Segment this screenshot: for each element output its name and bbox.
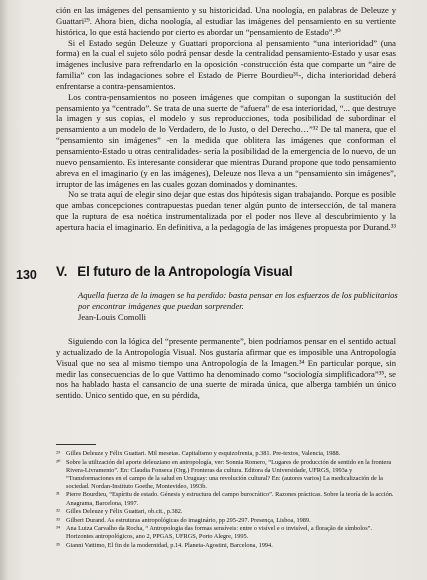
section-body xyxy=(56,336,396,401)
footnote-number: ²⁹ xyxy=(56,450,61,457)
body-paragraph: Siguiendo con la lógica del “presente permanente”, bien podríamos pensar en el sentido actual y actualizado de la Antropología Visual. Nos gustaría afirmar que es imposible una Antropología Visual que no sea al mismo tiempo una Antropología de la Imagen.³⁴ En particular porque, sin medir las consecuencias de lo que Vattimo ha denominado como “sociología simplificadora”³⁵, se nos ha hablado hasta el cansancio de una suerte de mirada única, que alberga también un único sentido. Unico sentido que, en su pérdida, xyxy=(56,336,396,401)
section-title: El futuro de la Antropología Visual xyxy=(77,264,293,279)
page-number: 130 xyxy=(16,268,37,282)
footnote-text: Sobre la utilización del aporte deleuziano en antropología, ver: Sonnia Romero, “Lugares de producción de sentido en la frontera Rivera-Livramento”. En: Claudia Fonseca (Org.) Fronteras da cultura. Editora da Universidade, UFRGS, 1993a y “Transformaciones en el campo de la salud en Uruguay: una revolución cultural? En: (autores varios) La medicalización de la sociedad. Nordan-Instituto Goethe, Montevideo, 1993b. xyxy=(66,458,392,490)
footnote xyxy=(56,542,396,550)
footnote-text: Pierre Bourdieu, “Espíritu de estado. Génesis y estructura del campo burocrático”. Razones prácticas. Sobre la teoría de la acción. Anagrama, Barcelona, 1997. xyxy=(66,491,394,507)
epigraph-author: Jean-Louis Comolli xyxy=(78,311,147,322)
footnote-number: ³⁰ xyxy=(56,458,61,466)
epigraph xyxy=(78,290,398,322)
footnote xyxy=(56,459,396,491)
paragraph-continuation: ción en las imágenes del pensamiento y su historicidad. Una noología, en palabras de Deleuze y Guattari²⁹. Ahora bien, dicha noología, al estudiar las imágenes del pensamiento en su vertiente histórica, lo que está haciendo por cierto es abordar un “pensamiento de Estado”.³⁰ xyxy=(56,5,396,37)
epigraph-quote: Aquella fuerza de la imagen se ha perdido: basta pensar en los esfuerzos de los publicitarios por encontrar imágenes que puedan sorprender. xyxy=(78,290,398,311)
footnote-text: Gilbert Durand. As estruturas antropológicas do imaginário, pp 295-297. Presença, Lisboa, 1989. xyxy=(66,516,311,524)
paragraph-contra-pensamientos: Los contra-pensamientos no poseen imágenes que compitan o supongan la sustitución del pensamiento ya “centrado”. Se trata de una suerte de “afuera” de esa interioridad, “... que destruye la imagen y sus copias, el modelo y sus reproducciones, toda posibilidad de subordinar el pensamiento a un modelo de lo Verdadero, de lo Justo, o del Derecho…”³² De tal manera, que el “pensamiento sin imágenes” -en la medida que oblitera las imágenes que conforman el pensamiento-Estado u otras centralidades- sería la posibilidad de la emergencia de lo nuevo, de un nuevo pensamiento. Es interesante considerar que mientras Durand propone que todo pensamiento abreva en el imaginario (y en las imágenes), Deleuze nos lleva a un “pensamiento sin imágenes”, irruptor de las imágenes en las cuales gozan dominados y dominantes. xyxy=(56,91,396,189)
footnote xyxy=(56,450,396,458)
paragraph-hipotesis: No se trata aquí de elegir sino dejar que estas dos hipótesis sigan trabajando. Porque es posible que ambas concepciones contrapuestas puedan tener algún punto de intersección, de tal manera que la ruptura de esa noética instrumentalizada por el poder nos lleve al descubrimiento y la apertura hacia el imaginario. En definitiva, a la pedagogía de las imágenes propuesta por Durand.³³ xyxy=(56,189,396,232)
footnote-divider xyxy=(56,444,96,445)
footnote xyxy=(56,525,396,541)
footnote xyxy=(56,491,396,507)
footnote-number: ³³ xyxy=(56,516,60,524)
footnote-number: ³⁵ xyxy=(56,542,61,550)
footnote-number: ³¹ xyxy=(56,491,60,499)
footnotes xyxy=(56,450,396,551)
binding-shadow xyxy=(0,0,8,580)
section-heading xyxy=(56,264,292,279)
footnote xyxy=(56,508,396,516)
footnote-number: ³⁴ xyxy=(56,525,61,533)
top-text-block xyxy=(56,5,396,233)
footnote-number: ³² xyxy=(56,508,60,516)
section-number: V. xyxy=(56,264,68,279)
footnote-text: Gilles Deleuze y Félix Guattari. Mil mesetas. Capitalismo y esquizofrenia, p.381. Pre-textos, Valencia, 1988. xyxy=(66,450,341,457)
footnote-text: Gianni Vattimo, El fin de la modernidad, p.14. Planeta-Agostini, Barcelona, 1994. xyxy=(66,542,273,550)
footnote-text: Gilles Deleuze y Félix Guattari, ob.cit., p.382. xyxy=(66,508,183,516)
footnote xyxy=(56,517,396,525)
footnote-text: Ana Luiza Carvalho da Rocha, “ Antropologia das formas sensíveis: entre o visível e o invisível, a floração de símbolos”. Horizontes antropológicos, ano 2, PPGAS, UFRGS, Porto Alegre, 1995. xyxy=(66,525,373,541)
paragraph-estado: Si el Estado según Deleuze y Guattari proporciona al pensamiento “una interioridad” (una forma) en la cual el sujeto sólo podrá pensar desde la centralidad pensamiento-Estado y usar esas imágenes inclusive para refrendarlo en la oposición -construcción ésta que comparte un “aire de familia” con las indagaciones sobre el Estado de Pierre Bourdieu³¹-, dicha interioridad deberá enfrentarse a contra-pensamientos. xyxy=(56,37,396,91)
